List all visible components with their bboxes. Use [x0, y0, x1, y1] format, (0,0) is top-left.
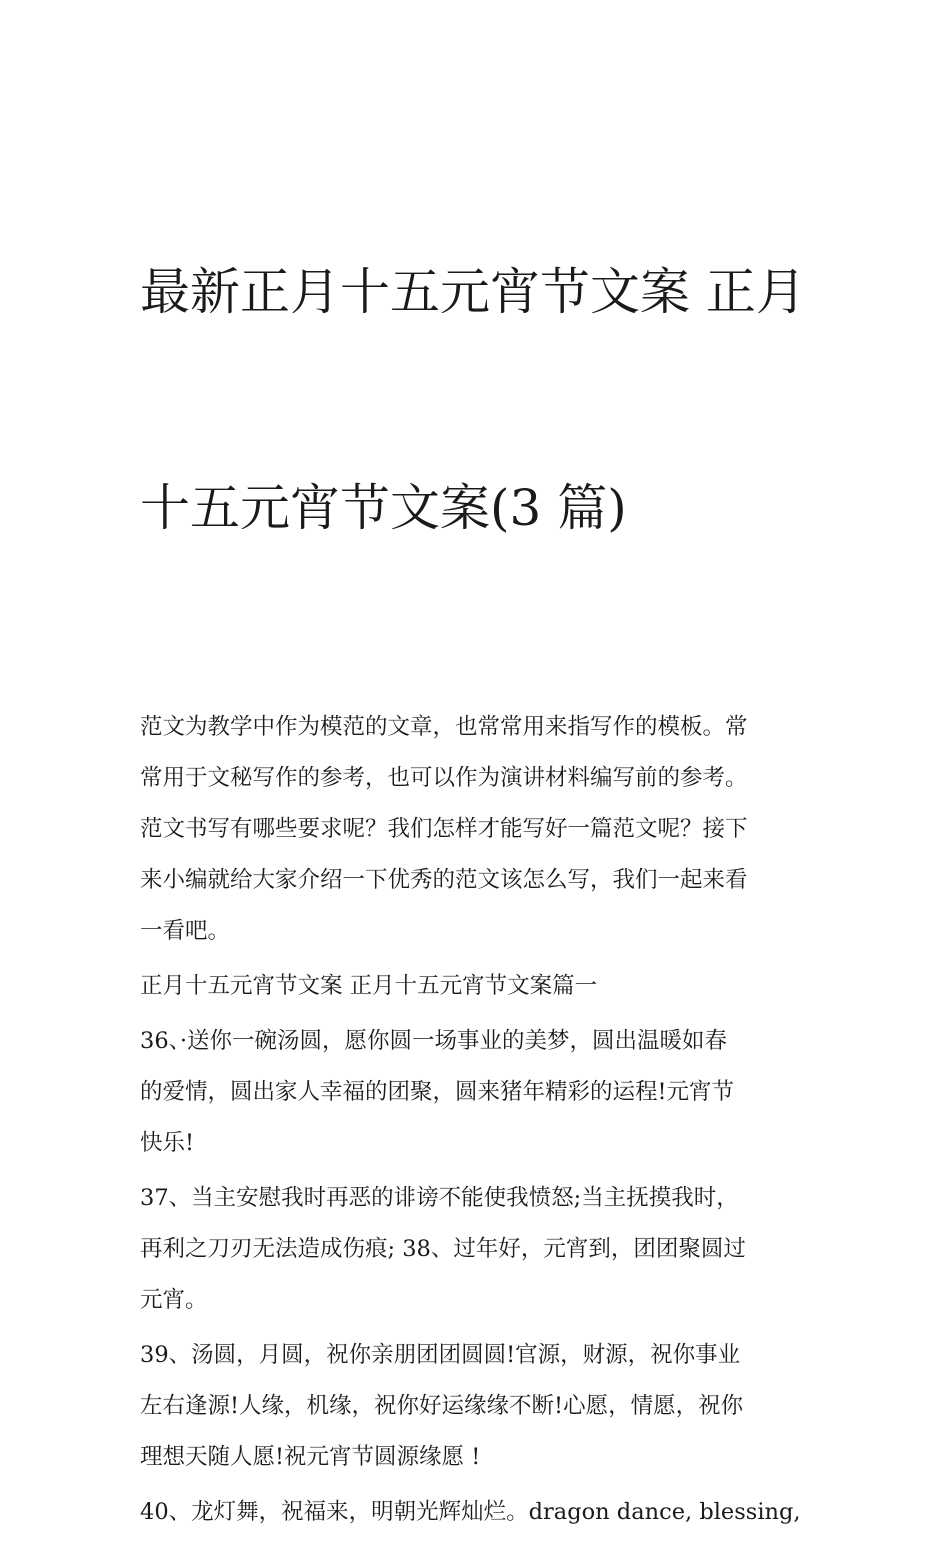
text-line: 常用于文秘写作的参考，也可以作为演讲材料编写前的参考。 — [140, 765, 748, 791]
text-line: 理想天随人愿!祝元宵节圆源缘愿 ! — [140, 1444, 481, 1470]
text-line: 一看吧。 — [140, 918, 231, 944]
item-40-paragraph — [140, 1487, 815, 1538]
text-line: 36、·送你一碗汤圆，愿你圆一场事业的美梦，圆出温暖如春 — [140, 1028, 728, 1054]
text-line: 元宵。 — [140, 1287, 208, 1313]
text-line: 来小编就给大家介绍一下优秀的范文该怎么写，我们一起来看 — [140, 867, 748, 893]
text-line: 的爱情，圆出家人幸福的团聚，圆来猪年精彩的运程!元宵节 — [140, 1079, 735, 1105]
intro-paragraph — [140, 702, 815, 957]
text-line: 左右逢源!人缘，机缘，祝你好运缘缘不断!心愿，情愿，祝你 — [140, 1393, 744, 1419]
section-heading — [140, 961, 815, 1012]
title-line: 十五元宵节文案(3 篇) — [140, 479, 627, 537]
item-39-paragraph — [140, 1330, 815, 1483]
document-body — [140, 112, 815, 1542]
text-line: 40、龙灯舞，祝福来，明朝光辉灿烂。dragon dance, blessing, — [140, 1499, 801, 1525]
text-line: 37、当主安慰我时再恶的诽谤不能使我愤怒;当主抚摸我时， — [140, 1185, 739, 1211]
text-line: 范文为教学中作为模范的文章，也常常用来指写作的模板。常 — [140, 714, 748, 740]
text-line: 快乐! — [140, 1130, 195, 1156]
text-line: 再利之刀刃无法造成伤痕; 38、过年好，元宵到，团团聚圆过 — [140, 1236, 746, 1262]
document-title — [140, 112, 815, 688]
text-line: 范文书写有哪些要求呢？我们怎样才能写好一篇范文呢？接下 — [140, 816, 748, 842]
text-line: 正月十五元宵节文案 正月十五元宵节文案篇一 — [140, 973, 598, 999]
title-line: 最新正月十五元宵节文案 正月 — [140, 263, 806, 321]
item-37-paragraph — [140, 1173, 815, 1326]
item-36-paragraph — [140, 1016, 815, 1169]
text-line: 39、汤圆，月圆，祝你亲朋团团圆圆!官源，财源，祝你事业 — [140, 1342, 741, 1368]
